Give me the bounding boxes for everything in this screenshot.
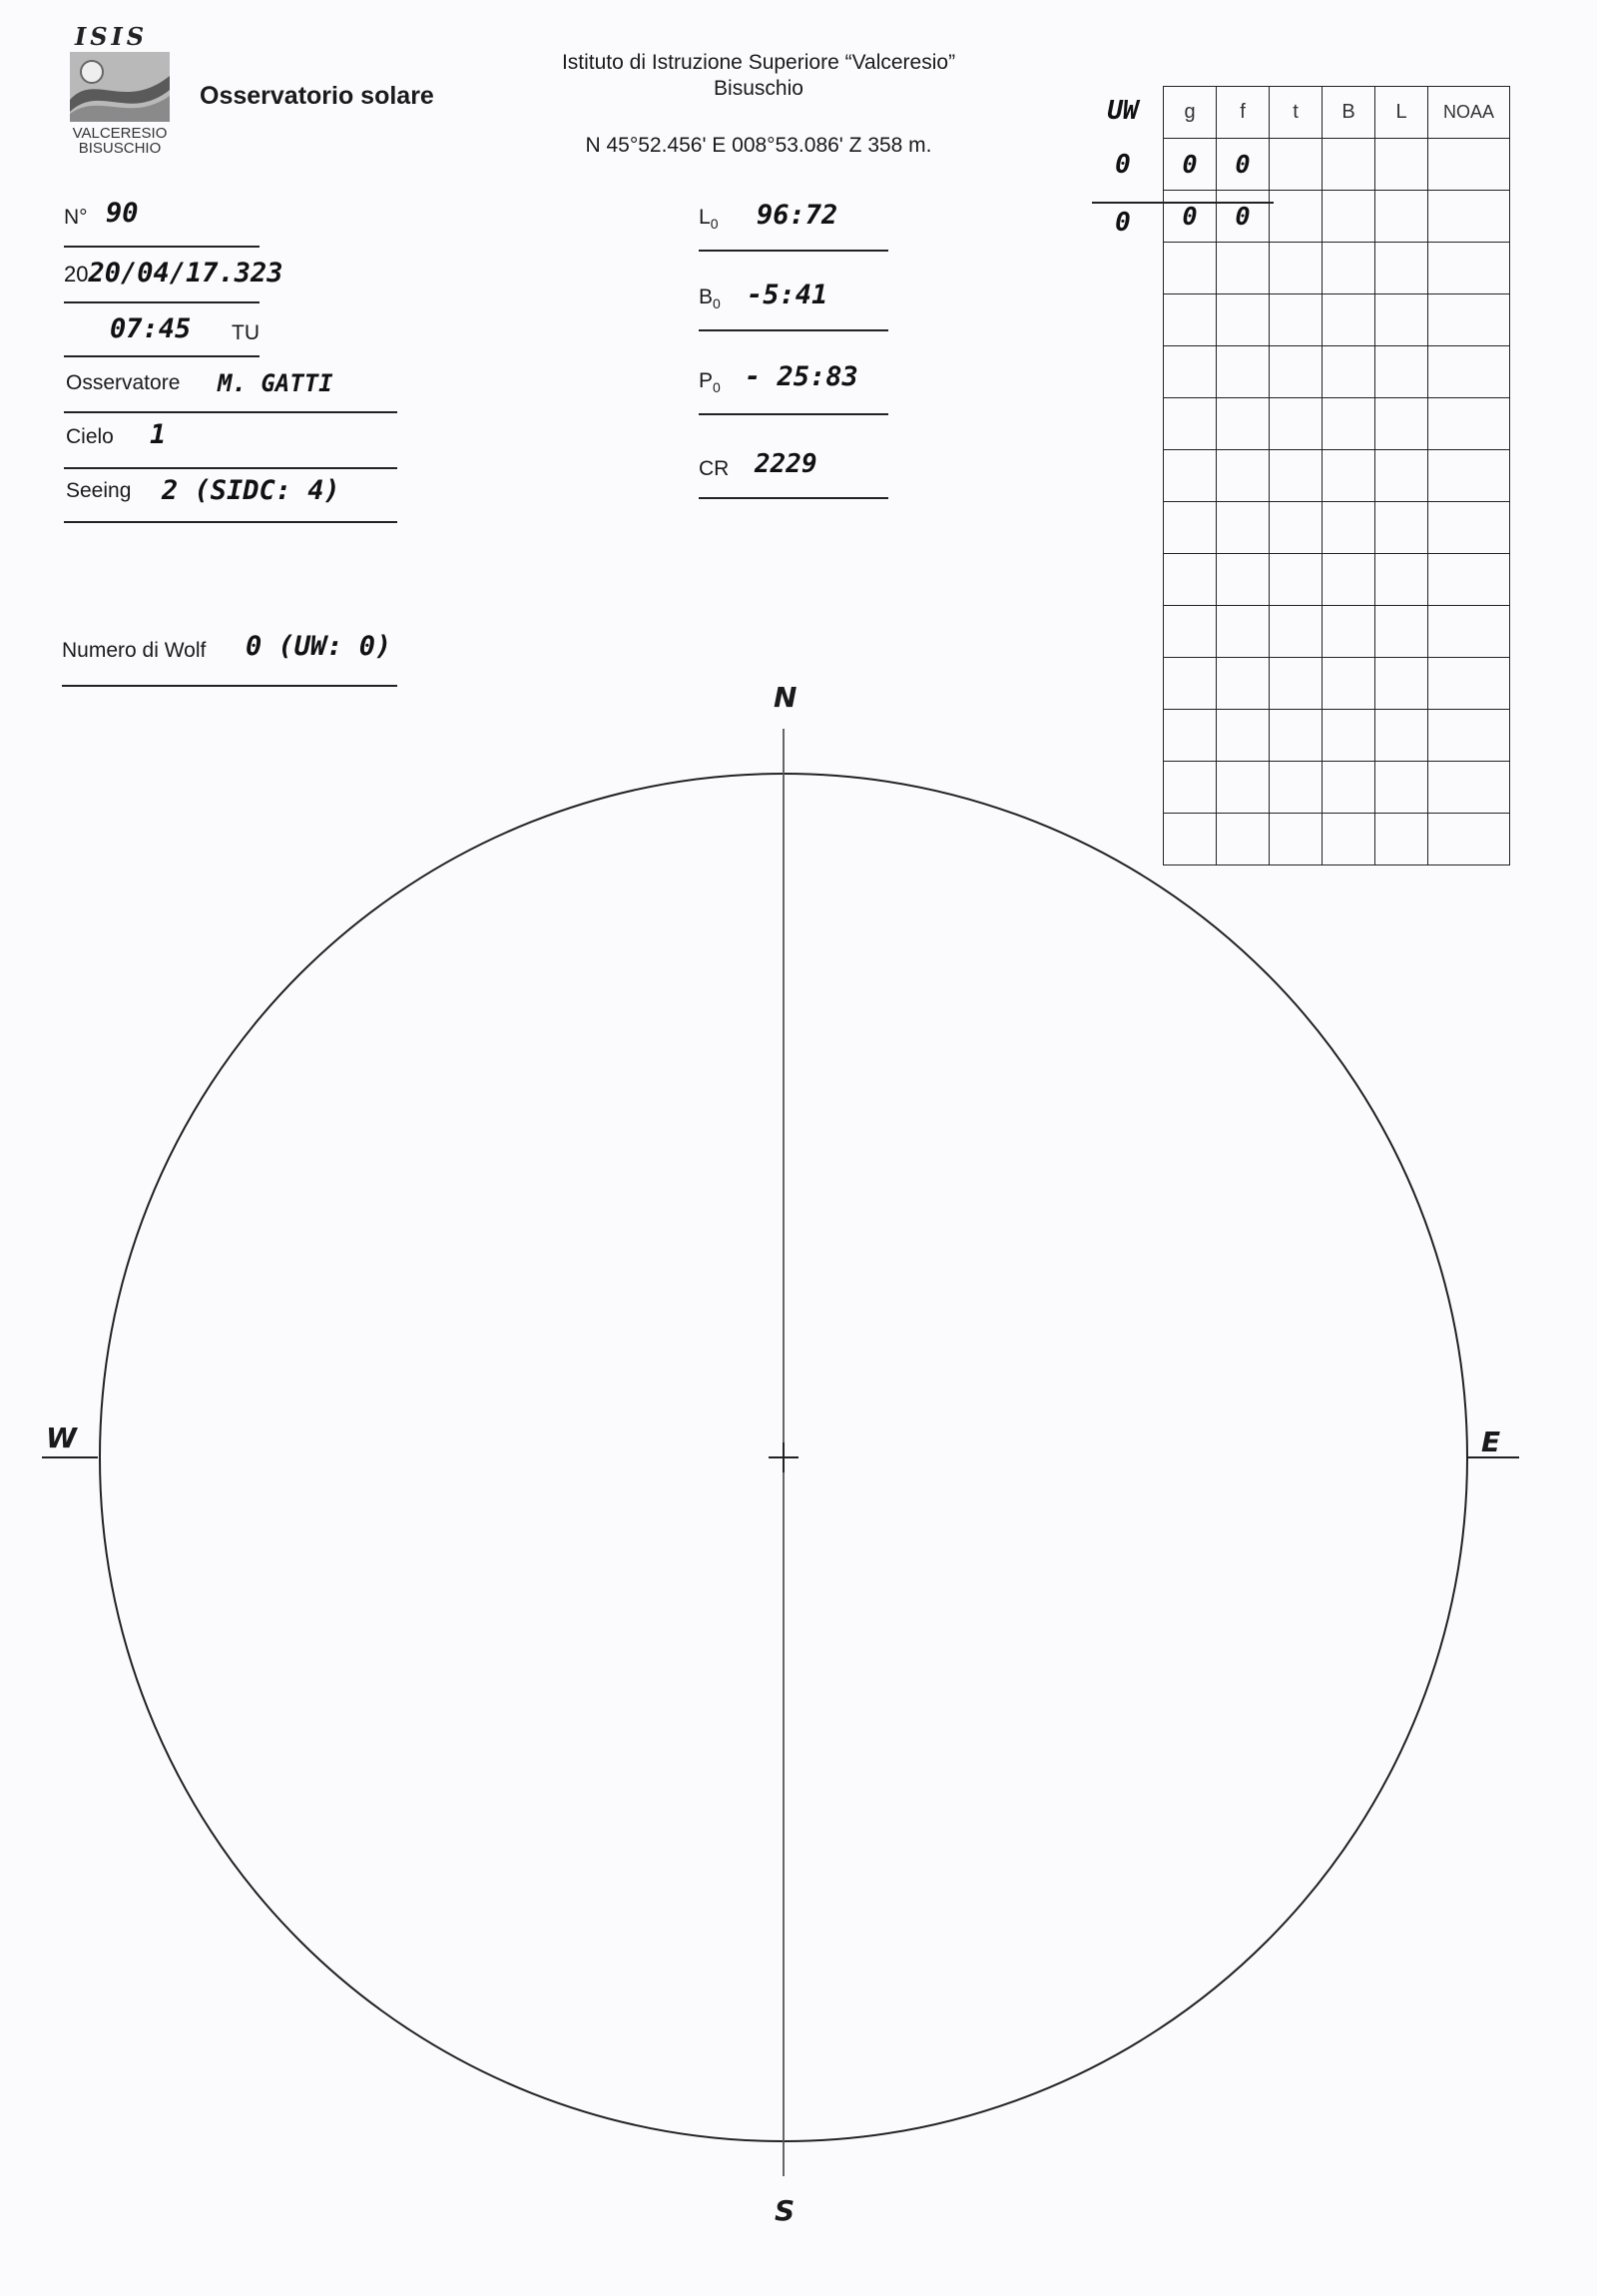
number-value[interactable]: 90 (106, 198, 139, 229)
east-label: E (1481, 1426, 1501, 1458)
cr-label: CR (699, 457, 730, 480)
col-header-g: g (1164, 87, 1217, 139)
observer-value[interactable]: M. GATTI (218, 369, 333, 397)
south-label: S (775, 2194, 796, 2227)
col-header-noaa: NOAA (1428, 87, 1510, 139)
observatory-coordinates: N 45°52.456' E 008°53.086' Z 358 m. (585, 134, 932, 157)
b0-label: $B_0$ (699, 286, 721, 312)
time-unit: TU (232, 321, 260, 344)
col-header-f: f (1217, 87, 1270, 139)
sky-value[interactable]: 1 (150, 419, 167, 450)
sky-label: Cielo (66, 425, 114, 448)
time-value[interactable]: 07:45 (110, 313, 192, 344)
wolf-value[interactable]: 0 (UW: 0) (246, 631, 392, 662)
table-cell[interactable]: 0 (1164, 139, 1217, 191)
observer-label: Osservatore (66, 371, 181, 394)
table-cell[interactable]: 0 (1217, 191, 1270, 243)
wolf-label: Numero di Wolf (62, 639, 207, 662)
number-label: N° (64, 206, 88, 229)
logo-subtitle: VALCERESIO BISUSCHIO (72, 125, 168, 157)
uw-header: UW (1107, 96, 1139, 126)
p0-label: $P_0$ (699, 369, 721, 396)
observatory-title: Osservatorio solare (200, 82, 434, 110)
west-label: W (46, 1422, 77, 1454)
date-value[interactable]: 2020/04/17.323 (64, 258, 283, 288)
table-cell[interactable]: 0 (1164, 191, 1217, 243)
l0-value[interactable]: 96:72 (757, 200, 838, 231)
cr-value[interactable]: 2229 (755, 449, 817, 479)
col-header-t: t (1270, 87, 1323, 139)
uw-value-1[interactable]: 0 (1115, 150, 1131, 180)
b0-value[interactable]: -5:41 (747, 280, 828, 310)
logo-mark: ISIS (75, 22, 149, 51)
col-header-b: B (1323, 87, 1375, 139)
table-cell[interactable]: 0 (1217, 139, 1270, 191)
l0-label: $L_0$ (699, 206, 719, 233)
north-label: N (774, 681, 798, 714)
uw-value-2[interactable]: 0 (1115, 208, 1131, 238)
p0-value[interactable]: - 25:83 (745, 361, 858, 392)
seeing-value[interactable]: 2 (SIDC: 4) (162, 475, 340, 506)
institute-name: Istituto di Istruzione Superiore “Valceresio” Bisuschio (561, 51, 956, 100)
col-header-l: L (1375, 87, 1428, 139)
seeing-label: Seeing (66, 479, 132, 502)
